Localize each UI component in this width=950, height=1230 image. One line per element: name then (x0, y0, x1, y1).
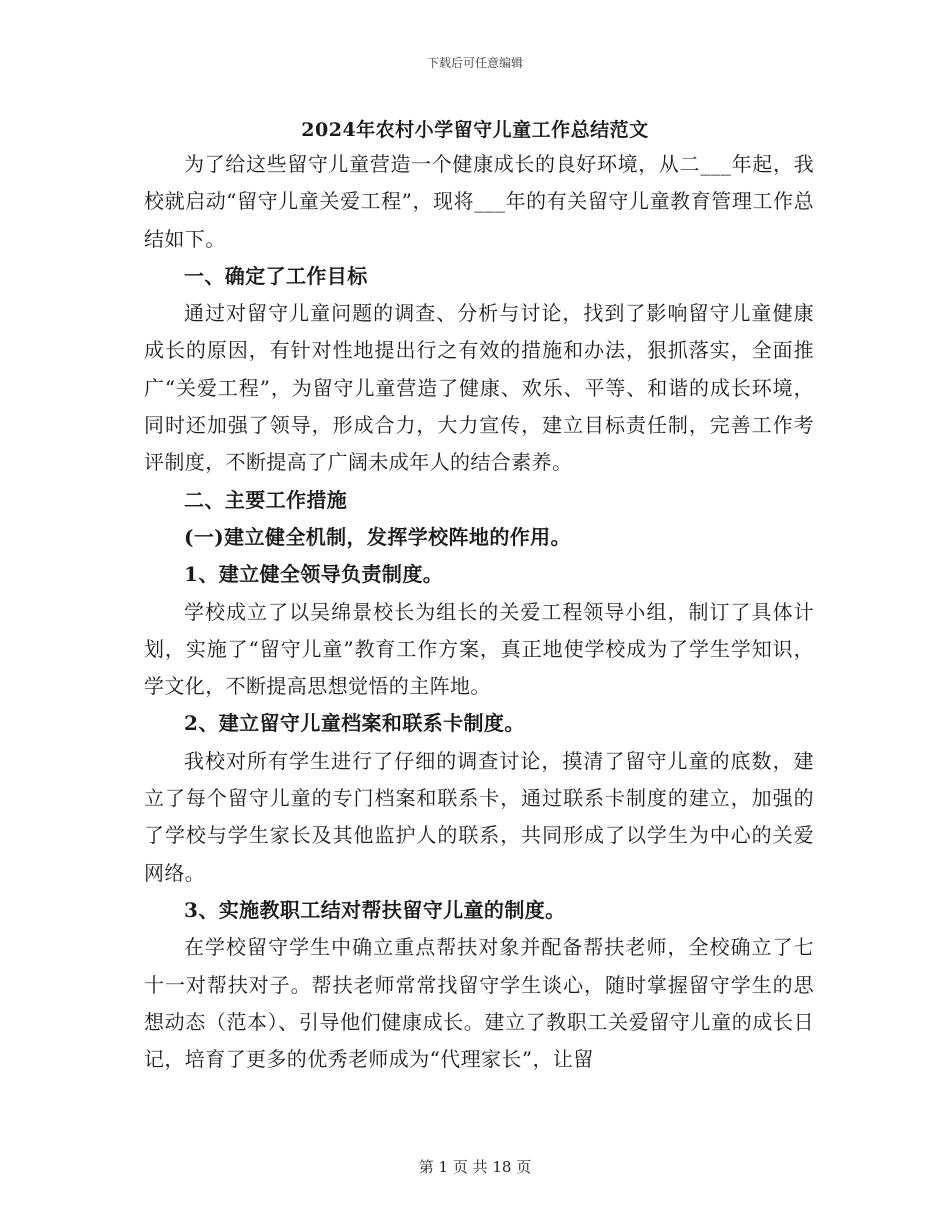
document-body (144, 146, 814, 1078)
item-heading-mentoring: 3、实施教职工结对帮扶留守儿童的制度。 (184, 897, 566, 922)
item-heading-leadership: 1、建立健全领导负责制度。 (184, 562, 444, 587)
section-heading-goals: 一、确定了工作目标 (184, 263, 368, 288)
mentoring-paragraph: 在学校留守学生中确立重点帮扶对象并配备帮扶老师，全校确立了七十一对帮扶对子。帮扶老师常常找留守学生谈心，随时掌握留守学生的思想动态（范本）、引导他们健康成长。建立了教职工关爱留守儿童的成长日记，培育了更多的优秀老师成为“代理家长”，让留 (144, 935, 814, 1072)
intro-paragraph: 为了给这些留守儿童营造一个健康成长的良好环境，从二___年起，我校就启动“留守儿童关爱工程”，现将___年的有关留守儿童教育管理工作总结如下。 (144, 152, 814, 251)
leadership-paragraph: 学校成立了以吴绵景校长为组长的关爱工程领导小组，制订了具体计划，实施了“留守儿童”教育工作方案，真正地使学校成为了学生学知识，学文化，不断提高思想觉悟的主阵地。 (144, 599, 814, 699)
goals-paragraph: 通过对留守儿童问题的调查、分析与讨论，找到了影响留守儿童健康成长的原因，有针对性地提出行之有效的措施和办法，狠抓落实，全面推广“关爱工程”，为留守儿童营造了健康、欢乐、平等、和谐的成长环境，同时还加强了领导，形成合力，大力宣传，建立目标责任制，完善工作考评制度，不断提高了广阔未成年人的结合素养。 (144, 301, 814, 475)
page-header-note: 下载后可任意编辑 (426, 56, 523, 70)
item-heading-archives: 2、建立留守儿童档案和联系卡制度。 (184, 711, 525, 736)
archives-paragraph: 我校对所有学生进行了仔细的调查讨论，摸清了留守儿童的底数，建立了每个留守儿童的专门档案和联系卡，通过联系卡制度的建立，加强的了学校与学生家长及其他监护人的联系，共同形成了以学生为中心的关爱网络。 (144, 748, 814, 885)
section-heading-measures: 二、主要工作措施 (184, 487, 348, 512)
document-title: 2024年农村小学留守儿童工作总结范文 (301, 119, 649, 141)
subsection-heading-mechanism: (一)建立健全机制，发挥学校阵地的作用。 (184, 524, 571, 549)
page-number-footer: 第 1 页 共 18 页 (418, 1158, 532, 1176)
